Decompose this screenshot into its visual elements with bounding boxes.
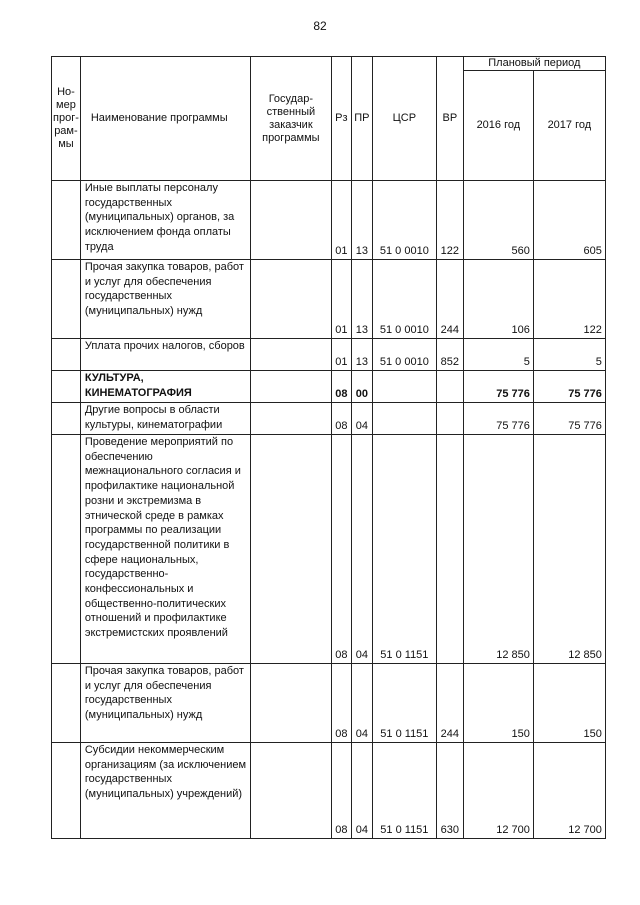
- pr-cell: 13: [351, 181, 372, 260]
- table-row: [52, 435, 606, 664]
- table-row: [52, 743, 606, 839]
- amount-2017: 150: [533, 664, 605, 743]
- csr-cell: 51 0 0010: [372, 181, 436, 260]
- amount-2016: 106: [463, 260, 533, 339]
- amount-2016: 150: [463, 664, 533, 743]
- csr-cell: [372, 371, 436, 403]
- vr-cell: 630: [436, 743, 463, 839]
- header-vr: ВР: [436, 57, 463, 181]
- csr-cell: 51 0 1151: [372, 743, 436, 839]
- header-rz: Рз: [331, 57, 351, 181]
- header-customer: Государ-ственный заказчик программы: [250, 57, 331, 181]
- vr-cell: [436, 371, 463, 403]
- program-name: Другие вопросы в области культуры, кинематографии: [80, 403, 250, 435]
- rz-cell: 08: [331, 403, 351, 435]
- header-plan-period: Плановый период: [463, 57, 605, 71]
- amount-2017: 12 700: [533, 743, 605, 839]
- pr-cell: 13: [351, 260, 372, 339]
- csr-cell: 51 0 1151: [372, 435, 436, 664]
- vr-cell: 122: [436, 181, 463, 260]
- header-number: Но-мер прог-рам-мы: [52, 57, 81, 181]
- csr-cell: [372, 403, 436, 435]
- program-name: Проведение мероприятий по обеспечению межнационального согласия и профилактике национальной розни и экстремизма в этнической среде в рамках программы по реализации государственной политики в сфере национальных, государственно-конфессиональных и общественно-политических отношений и профилактике экстремистских проявлений: [80, 435, 250, 664]
- program-name: Прочая закупка товаров, работ и услуг для обеспечения государственных (муниципальных) нужд: [80, 664, 250, 743]
- table-row: [52, 403, 606, 435]
- table-row: [52, 339, 606, 371]
- amount-2017: 122: [533, 260, 605, 339]
- program-name: КУЛЬТУРА, КИНЕМАТОГРАФИЯ: [80, 371, 250, 403]
- program-name: Иные выплаты персоналу государственных (муниципальных) органов, за исключением фонда оплаты труда: [80, 181, 250, 260]
- program-name: Уплата прочих налогов, сборов: [80, 339, 250, 371]
- amount-2016: 75 776: [463, 371, 533, 403]
- header-2017: 2017 год: [533, 71, 605, 181]
- header-csr: ЦСР: [372, 57, 436, 181]
- pr-cell: 00: [351, 371, 372, 403]
- vr-cell: [436, 435, 463, 664]
- amount-2017: 75 776: [533, 371, 605, 403]
- table-row: [52, 260, 606, 339]
- amount-2016: 12 700: [463, 743, 533, 839]
- page-number: 82: [313, 19, 327, 33]
- pr-cell: 04: [351, 743, 372, 839]
- vr-cell: 244: [436, 260, 463, 339]
- csr-cell: 51 0 1151: [372, 664, 436, 743]
- pr-cell: 04: [351, 664, 372, 743]
- rz-cell: 08: [331, 371, 351, 403]
- rz-cell: 01: [331, 260, 351, 339]
- rz-cell: 08: [331, 743, 351, 839]
- rz-cell: 01: [331, 181, 351, 260]
- csr-cell: 51 0 0010: [372, 260, 436, 339]
- program-name: Субсидии некоммерческим организациям (за исключением государственных (муниципальных) учреждений): [80, 743, 250, 839]
- rz-cell: 08: [331, 435, 351, 664]
- amount-2017: 75 776: [533, 403, 605, 435]
- amount-2016: 560: [463, 181, 533, 260]
- amount-2016: 75 776: [463, 403, 533, 435]
- pr-cell: 04: [351, 435, 372, 664]
- table-row: [52, 664, 606, 743]
- amount-2016: 12 850: [463, 435, 533, 664]
- amount-2017: 12 850: [533, 435, 605, 664]
- vr-cell: 244: [436, 664, 463, 743]
- vr-cell: [436, 403, 463, 435]
- header-2016: 2016 год: [463, 71, 533, 181]
- pr-cell: 04: [351, 403, 372, 435]
- csr-cell: 51 0 0010: [372, 339, 436, 371]
- table-row: [52, 371, 606, 403]
- amount-2016: 5: [463, 339, 533, 371]
- program-name: Прочая закупка товаров, работ и услуг для обеспечения государственных (муниципальных) нужд: [80, 260, 250, 339]
- pr-cell: 13: [351, 339, 372, 371]
- rz-cell: 08: [331, 664, 351, 743]
- header-name: Наименование программы: [80, 57, 250, 181]
- table-row: [52, 181, 606, 260]
- header-pr: ПР: [351, 57, 372, 181]
- vr-cell: 852: [436, 339, 463, 371]
- amount-2017: 605: [533, 181, 605, 260]
- budget-table: [51, 56, 606, 839]
- rz-cell: 01: [331, 339, 351, 371]
- amount-2017: 5: [533, 339, 605, 371]
